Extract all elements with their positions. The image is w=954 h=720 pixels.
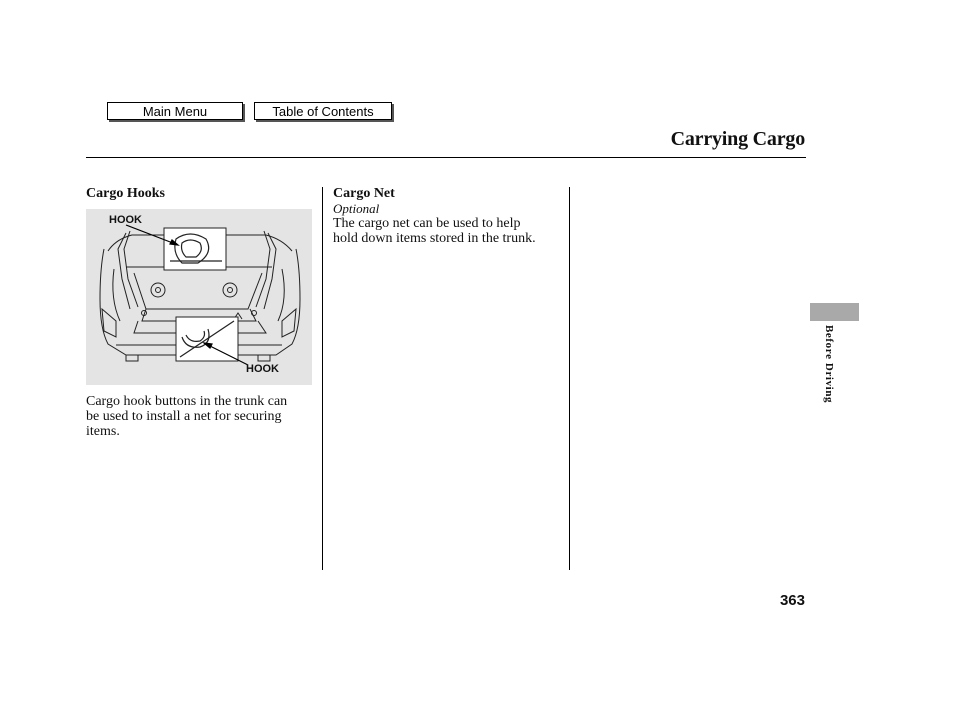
text-line: hold down items stored in the trunk. bbox=[333, 231, 536, 246]
text-line: items. bbox=[86, 424, 120, 439]
main-menu-button[interactable]: Main Menu bbox=[107, 102, 243, 120]
text-line: Cargo hook buttons in the trunk can bbox=[86, 394, 288, 409]
page-title: Carrying Cargo bbox=[670, 128, 805, 150]
text-line: be used to install a net for securing bbox=[86, 409, 282, 424]
column-divider-right bbox=[569, 187, 570, 570]
hook-label-bottom: HOOK bbox=[246, 363, 279, 375]
hook-label-top: HOOK bbox=[109, 214, 142, 226]
column-divider-left bbox=[322, 187, 323, 570]
cargo-hooks-figure bbox=[86, 209, 312, 385]
title-divider bbox=[86, 157, 806, 158]
section-tab-marker bbox=[810, 303, 859, 321]
cargo-net-heading: Cargo Net bbox=[333, 186, 395, 201]
trunk-illustration bbox=[86, 209, 312, 385]
page-number: 363 bbox=[779, 592, 805, 609]
text-line: The cargo net can be used to help bbox=[333, 216, 521, 231]
section-tab-label: Before Driving bbox=[823, 325, 835, 404]
table-of-contents-button[interactable]: Table of Contents bbox=[254, 102, 392, 120]
cargo-hooks-description bbox=[86, 394, 287, 439]
optional-label: Optional bbox=[333, 201, 380, 216]
cargo-hooks-heading: Cargo Hooks bbox=[86, 186, 165, 201]
cargo-net-description bbox=[333, 216, 536, 246]
